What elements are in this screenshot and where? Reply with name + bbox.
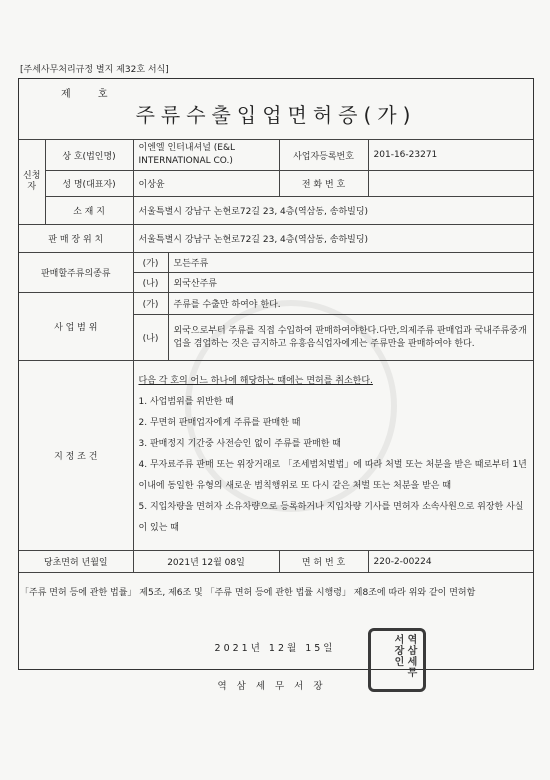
address-label: 소 재 지 xyxy=(45,197,133,225)
address-value: 서울특별시 강남구 논현로72길 23, 4층(역삼동, 송하빌딩) xyxy=(133,197,533,225)
applicant-section-label: 신청자 xyxy=(19,140,45,225)
scope-na-value: 외국으로부터 주류를 직접 수입하여 판매하여야한다.다만,의제주류 판매업과 국내주류중개업을 겸업하는 것은 금지하고 유흥음식업자에게는 주류만을 판매하여야 한다. xyxy=(168,315,533,361)
liquor-type-na-value: 외국산주류 xyxy=(168,273,533,293)
license-date-label: 당초면허 년월일 xyxy=(19,551,133,573)
liquor-type-label: 판매할주류의종류 xyxy=(19,253,133,293)
scope-ga-value: 주류를 수출만 하여야 한다. xyxy=(168,293,533,315)
condition-item: 2. 무면허 판매업자에게 주류를 판매한 때 xyxy=(138,417,301,428)
phone-value xyxy=(368,171,533,197)
business-scope-label: 사 업 범 위 xyxy=(19,293,133,361)
representative-value: 이상윤 xyxy=(133,171,279,197)
document-title: 주류수출입업면허증(가) xyxy=(135,103,417,127)
liquor-type-ga-marker: (가) xyxy=(133,253,168,273)
representative-label: 성 명(대표자) xyxy=(45,171,133,197)
sales-place-value: 서울특별시 강남구 논현로72길 23, 4층(역삼동, 송하빌딩) xyxy=(133,225,533,253)
legal-basis-text: 「주류 면허 등에 관한 법률」 제5조, 제6조 및 「주류 면허 등에 관한 법률 시행령」 제8조에 따라 위와 같이 면허함 xyxy=(20,588,476,598)
business-number-label: 사업자등록번호 xyxy=(279,140,368,171)
document-number-label: 제 호 xyxy=(61,89,120,100)
issuer-name: 역삼세무서장 xyxy=(217,681,333,692)
condition-item: 1. 사업범위를 위반한 때 xyxy=(138,396,234,407)
seal-lettering: 역삼세무서장인 xyxy=(392,634,416,678)
scope-na-marker: (나) xyxy=(133,315,168,361)
phone-label: 전 화 번 호 xyxy=(279,171,368,197)
liquor-type-ga-value: 모든주류 xyxy=(168,253,533,273)
issue-date: 2021년 12월 15일 xyxy=(214,643,336,654)
business-number-value: 201-16-23271 xyxy=(368,140,533,171)
title-row xyxy=(19,79,533,140)
condition-item: 4. 무자료주류 판매 또는 위장거래로 「조세범처벌법」에 따라 처벌 또는 처분을 받은 때로부터 1년 이내에 동일한 유형의 새로운 범칙행위로 또 다시 같은 처벌 또는 처분을 받은 때 xyxy=(138,459,527,491)
license-number-label: 면 허 번 호 xyxy=(279,551,368,573)
conditions-cell xyxy=(133,361,533,551)
official-seal xyxy=(368,628,426,692)
sales-place-label: 판 매 장 위 치 xyxy=(19,225,133,253)
condition-item: 3. 판매정지 기간중 사전승인 없이 주류를 판매한 때 xyxy=(138,438,341,449)
company-value: 이엔엘 인터내셔널 (E&L INTERNATIONAL CO.) xyxy=(133,140,279,171)
conditions-intro: 다음 각 호의 어느 하나에 해당하는 때에는 면허를 취소한다. xyxy=(138,375,373,386)
conditions-label: 지 정 조 건 xyxy=(19,361,133,551)
liquor-type-na-marker: (나) xyxy=(133,273,168,293)
condition-item: 5. 지입차량을 면허자 소유차량으로 등록하거나 지입차량 기사를 면허자 소속사원으로 위장한 사실이 있는 때 xyxy=(138,501,524,533)
scope-ga-marker: (가) xyxy=(133,293,168,315)
company-label: 상 호(법인명) xyxy=(45,140,133,171)
license-table xyxy=(19,139,533,573)
license-number-value: 220-2-00224 xyxy=(368,551,533,573)
form-caption: [주세사무처리규정 별지 제32호 서식] xyxy=(20,65,169,75)
license-form xyxy=(18,78,534,670)
license-date-value: 2021년 12월 08일 xyxy=(133,551,279,573)
